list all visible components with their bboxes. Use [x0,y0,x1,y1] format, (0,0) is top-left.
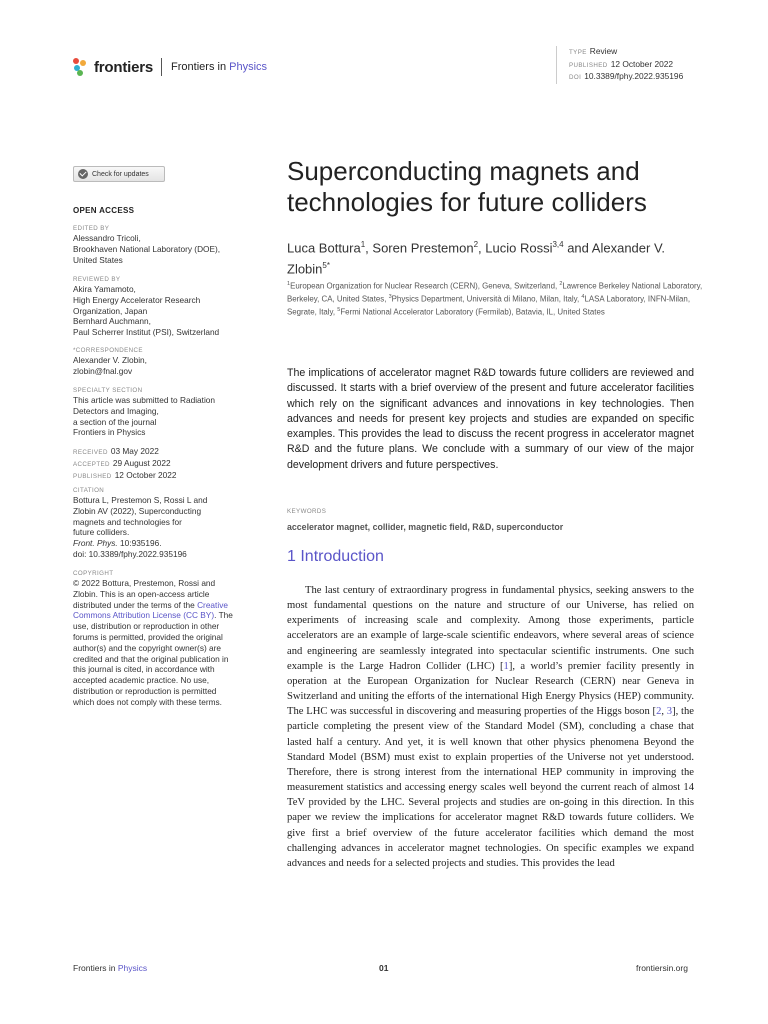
abstract: The implications of accelerator magnet R&D towards future colliders are reviewed and discussed. It starts with a brief overview of the present and future accelerator facilities which rely on the significant advances and innovations in key technologies. Then advances and needs for present key projects and studies are expanded on specific examples. This provides the lead to discuss the recent progress in accelerator magnet R&D and the future plans. We conclude with a summary of our view of the major development drivers and future perspectives. [287,367,694,471]
logo-dot-green [77,70,83,76]
affiliation: Lawrence Berkeley National Laboratory, Berkeley, CA, United States, [287,281,703,304]
citation: CITATION Bottura L, Prestemon S, Rossi L and Zlobin AV (2022), Superconducting magnets and technologies for future colliders. Front. Phys. 10:935196. doi: 10.3389/fphy.2022.935196 [73,487,208,559]
cc-by-license-link[interactable]: Creative Commons Attribution License (CC BY) [73,599,228,621]
frontiersin-link[interactable]: frontiersin.org [636,963,688,973]
affiliation: Fermi National Accelerator Laboratory (Fermilab), Batavia, IL, United States [340,307,605,317]
logo-divider [161,58,162,76]
author-name[interactable]: Luca Bottura [287,240,361,256]
frontiers-logo[interactable] [73,56,267,78]
reference-link[interactable]: 1 [503,660,509,672]
meta-published: PUBLISHED 12 October 2022 [569,58,674,69]
copyright: COPYRIGHT © 2022 Bottura, Prestemon, Rossi and Zlobin. This is an open-access article distributed under the terms of the Creative Commons Attribution License (CC BY). The use, distribution or reproduction in other forums is permitted, provided the original author(s) and the copyright owner(s) are credited and that the original publication in this journal is cited, in accordance with accepted academic practice. No use, distribution or reproduction is permitted which does not comply with these terms. [73,570,233,707]
affiliations: $^1$European Organization for Nuclear Research (CERN), Geneva, Switzerland, $^2$Lawrence Berkeley National Laboratory, Berkeley, CA, United States, $^3$Physics Department, Università di Milano, Milan, Italy, $^4$LASA Laboratory, INFN-Milan, Segrate, Italy, $^5$Fermi National Accelerator Laboratory (Fermilab), Batavia, IL, United States [287,281,703,317]
affiliation: Physics Department, Università di Milano, Milan, Italy, [391,294,582,304]
meta-type: TYPE Review [569,46,618,56]
affiliation: LASA Laboratory, INFN-Milan, Segrate, Italy, [287,294,691,317]
author-name[interactable]: Alexander V. Zlobin [287,240,666,277]
logo-dot-red [73,58,79,64]
keywords-label: KEYWORDS [287,508,327,515]
page-number: 01 [379,963,389,973]
author-affiliation-sup: 5* [322,261,330,271]
section-heading-introduction: 1 Introduction [287,548,384,565]
author-affiliation-sup: 2 [473,240,479,249]
meta-doi: DOI 10.3389/fphy.2022.935196 [569,71,684,81]
frontiers-logo-icon [73,58,89,76]
brand-name: frontiers [94,58,154,76]
article-meta [556,46,683,84]
correspondence: *CORRESPONDENCE Alexander V. Zlobin, zlobin@fnal.gov [73,346,243,377]
author-affiliation-sup: 1 [360,240,366,249]
author-affiliation-sup: 3,4 [552,240,564,249]
affiliation: European Organization for Nuclear Research (CERN), Geneva, Switzerland, [290,281,560,291]
author-name[interactable]: Lucio Rossi [485,240,553,256]
author-name[interactable]: Soren Prestemon [372,240,474,256]
article-title: Superconducting magnets and technologies for future colliders [287,156,647,217]
logo-dot-yellow [80,60,86,66]
reference-link[interactable]: 2 [656,706,662,718]
open-access-label: OPEN ACCESS [73,206,135,215]
footer-journal: Frontiers in Physics [73,963,148,973]
email-link[interactable]: zlobin@fnal.gov [73,365,133,376]
check-icon [78,169,88,179]
journal-name: Frontiers in Physics [171,61,268,73]
author-list: Luca Bottura$^1$, Soren Prestemon$^2$, Lucio Rossi$^{3,4}$ and Alexander V. Zlobin$^{5*}$ [287,240,666,277]
introduction-body: The last century of extraordinary progress in fundamental physics, seeking answers to the most fundamental questions on the nature and structure of our Universe, has relied on experiments of increasing scale and complexity. Among those experiments, particle accelerators are an example of large-scale scientific endeavors, where several areas of science and engineering are seamlessly integrated into spectacular scientific instruments. One such example is the Large Hadron Collider (LHC) [1], a world’s premier facility presently in operation at the European Organization for Nuclear Research (CERN) near Geneva in Switzerland and uniting the efforts of the international High Energy Physics (HEP) community. The LHC was successful in discovering and measuring properties of the Higgs boson [2, 3], the particle completing the present view of the Standard Model (SM), concluding a chase that lasted half a century. And yet, it is well known that other physics phenomena Beyond the Standard Model (BSM) must exist to explain properties of the Universe not yet understood. Therefore, there is strong interest from the international HEP community in improving the measurement statistics and accessing energy scales well beyond the current reach of almost 14 TeV provided by the LHC. Several projects and studies are on-going in this direction. In this paper we review the implications for accelerator magnet R&D towards future colliders. We give first a brief overview of the future accelerator facilities which demand the most challenging advances in accelerator magnet technologies. On specific examples we expand advances and needs for a selected projects and studies. This provides the lead [287,585,694,869]
reviewed-by: REVIEWED BY Akira Yamamoto, High Energy Accelerator Research Organization, Japan Bernhard Auchmann, Paul Scherrer Institut (PSI), Switzerland [73,276,220,338]
dates: RECEIVED 03 May 2022 ACCEPTED 29 August 2022 PUBLISHED 12 October 2022 [73,446,177,481]
reference-link[interactable]: 3 [666,706,673,718]
check-for-updates-button[interactable] [73,166,165,182]
edited-by: EDITED BY Alessandro Tricoli, Brookhaven National Laboratory (DOE), United States [73,225,221,265]
check-for-updates-label: Check for updates [92,170,149,178]
specialty-section: SPECIALTY SECTION This article was submitted to Radiation Detectors and Imaging, a section of the journal Frontiers in Physics [73,387,216,438]
keywords: accelerator magnet, collider, magnetic field, R&D, superconductor [287,522,564,532]
